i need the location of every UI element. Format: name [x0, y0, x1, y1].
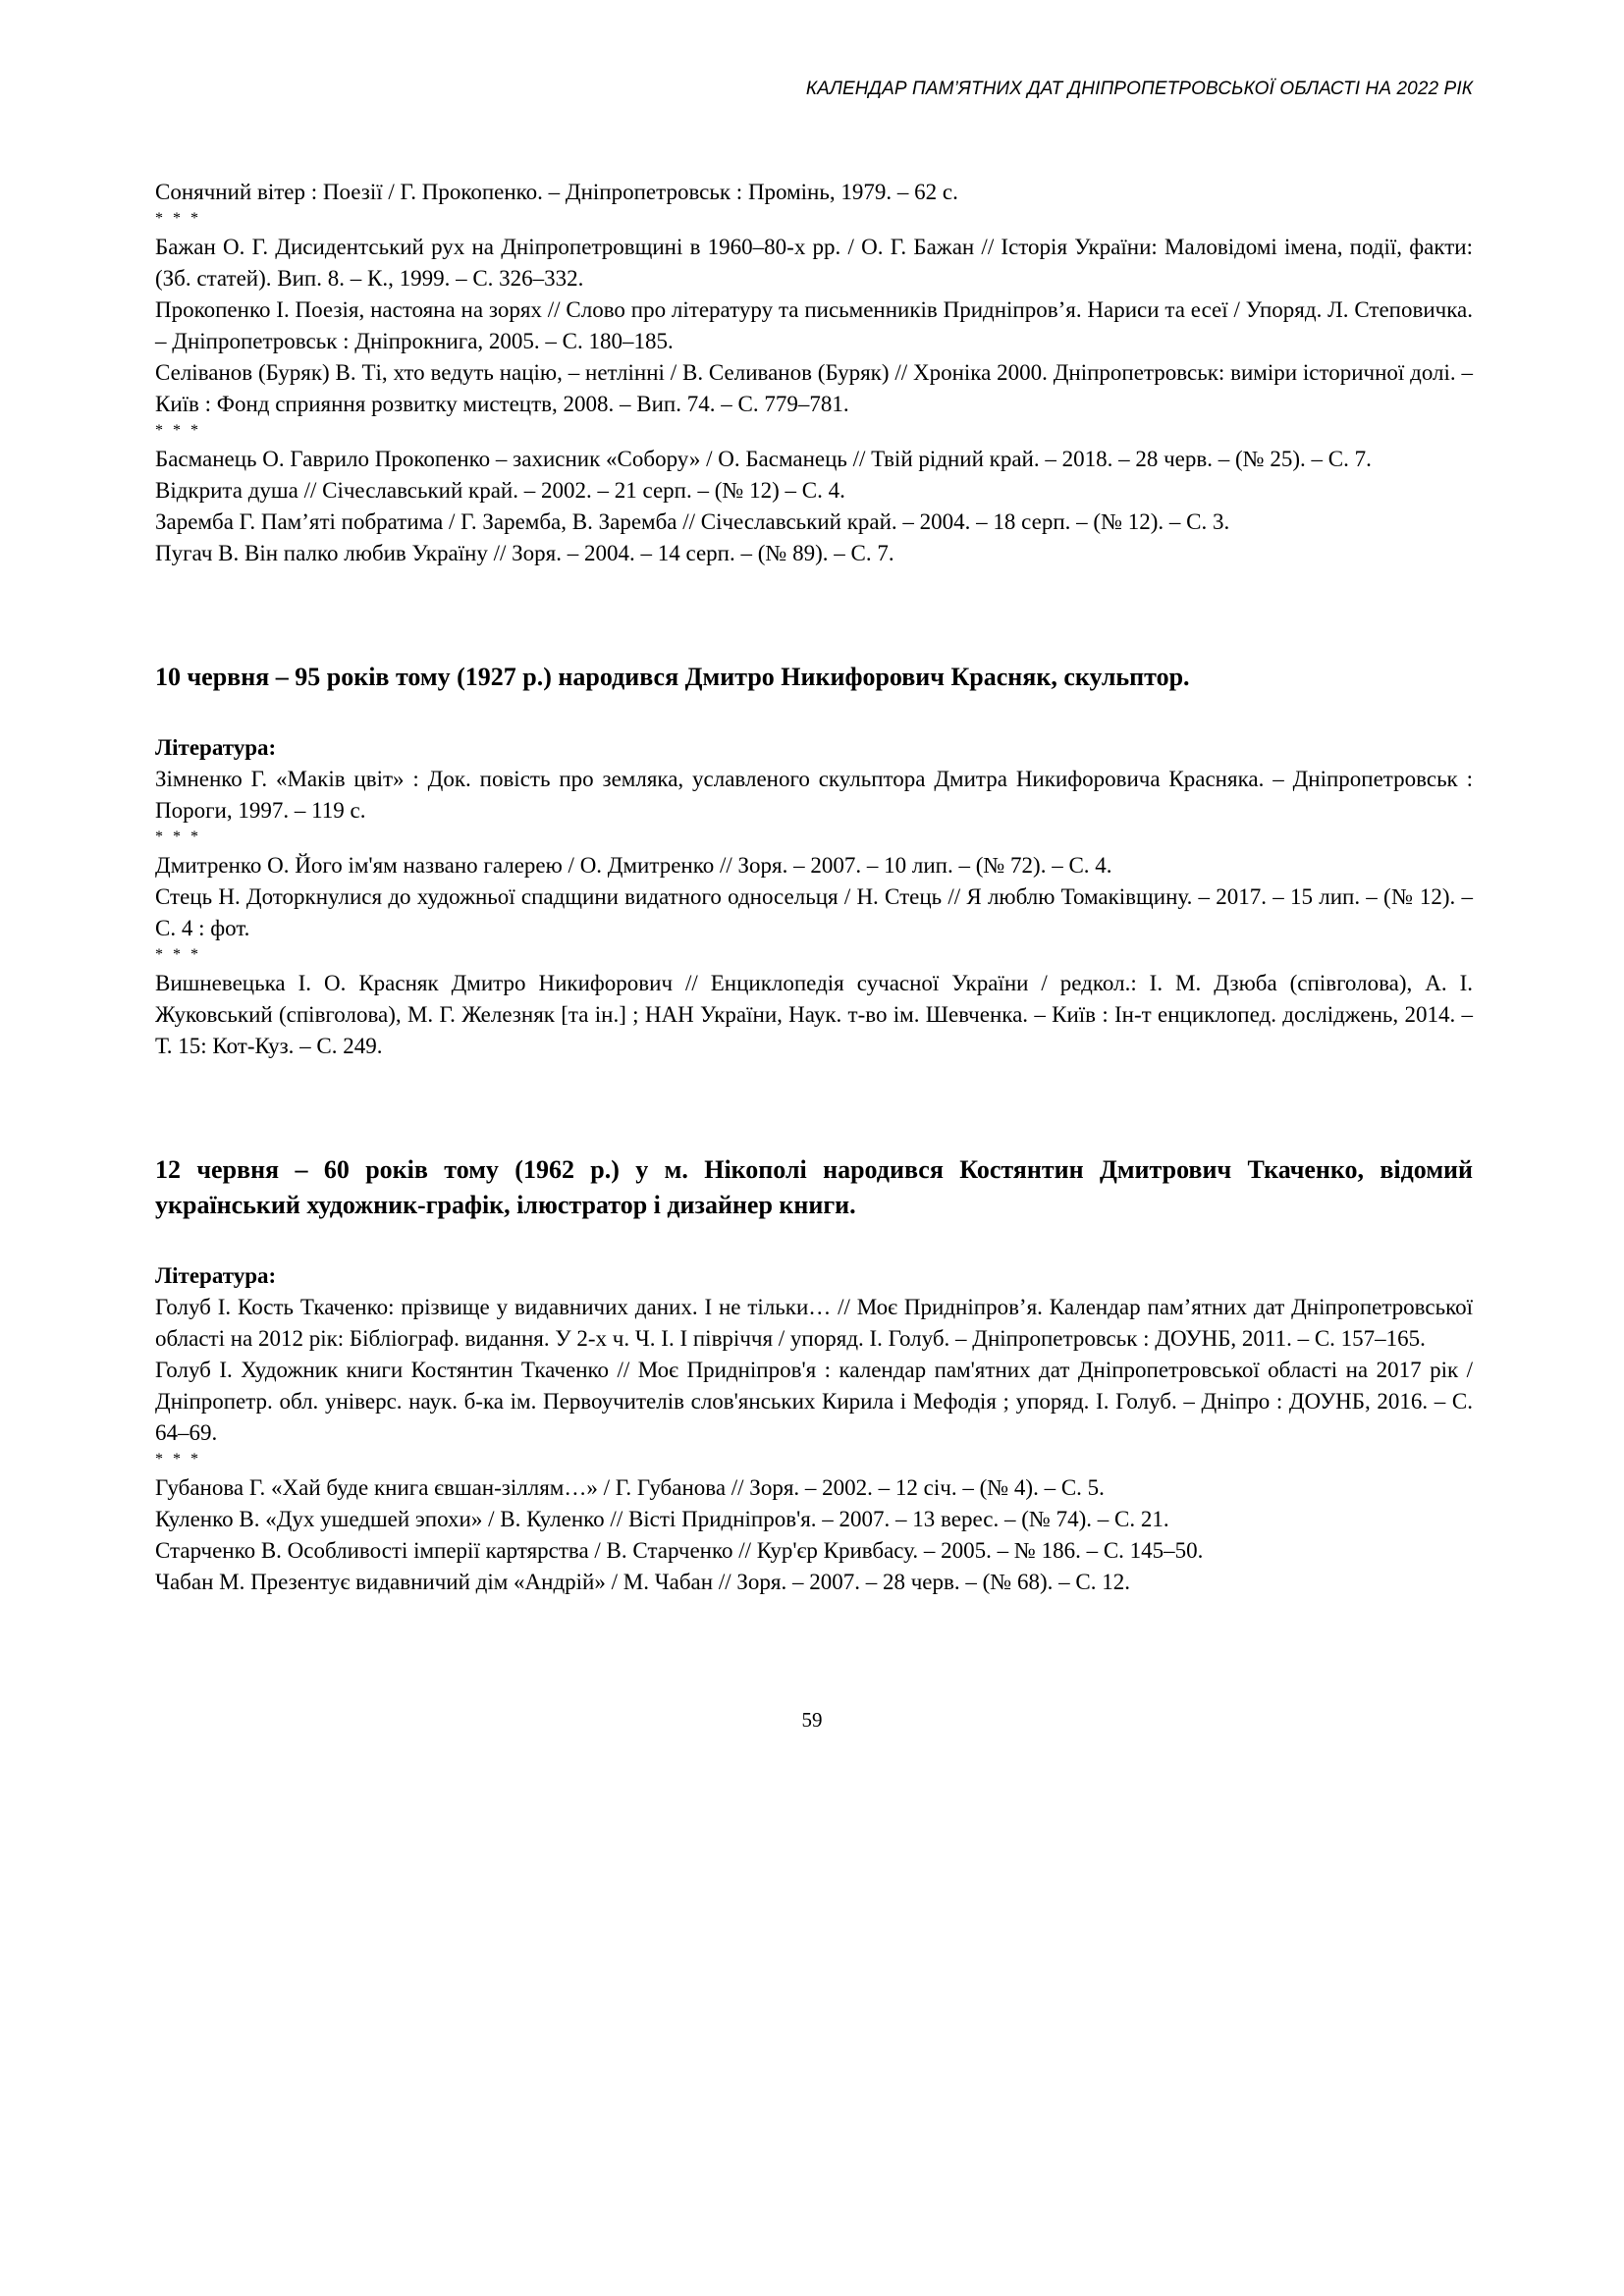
bibliography-entry: Сонячний вітер : Поезії / Г. Прокопенко. – Дніпропетровськ : Промінь, 1979. – 62 с. — [155, 180, 958, 204]
bibliography-entry: Зімненко Г. «Маків цвіт» : Док. повість про земляка, уславленого скульптора Дмитра Никифоровича Красняка. – Дніпропетровськ : Пороги, 1997. – 119 с. — [155, 767, 1473, 823]
literature-label: Література: — [155, 1263, 277, 1288]
bibliography-entry: Селіванов (Буряк) В. Ті, хто ведуть націю, – нетлінні / В. Селиванов (Буряк) // Хроніка 2000. Дніпропетровськ: виміри історичної долі. – Київ : Фонд сприяння розвитку мистецтв, 2008. – Вип. 74. – С. 779–781. — [155, 360, 1473, 416]
separator: * * * — [155, 828, 201, 845]
separator: * * * — [155, 422, 201, 439]
bibliography-entry: Бажан О. Г. Дисидентський рух на Дніпропетровщині в 1960–80-х рр. / О. Г. Бажан // Історія України: Маловідомі імена, події, факти: (Зб. статей). Вип. 8. – К., 1999. – С. 326–332. — [155, 235, 1473, 291]
bibliography-entry: Прокопенко І. Поезія, настояна на зорях // Слово про літературу та письменників Придніпров’я. Нариси та есеї / Упоряд. Л. Степовичка. – Дніпропетровськ : Дніпрокнига, 2005. – С. 180–185. — [155, 297, 1473, 353]
page-content — [155, 177, 1473, 1598]
bibliography-entry: Губанова Г. «Хай буде книга євшан-зіллям…» / Г. Губанова // Зоря. – 2002. – 12 січ. – (№ 4). – С. 5. — [155, 1475, 1105, 1500]
bibliography-entry: Стець Н. Доторкнулися до художньої спадщини видатного односельця / Н. Стець // Я люблю Томаківщину. – 2017. – 15 лип. – (№ 12). – С. 4 : фот. — [155, 884, 1473, 940]
section-heading: 10 червня – 95 років тому (1927 р.) народився Дмитро Никифорович Красняк, скульптор. — [155, 663, 1190, 691]
separator: * * * — [155, 210, 201, 227]
section-heading: 12 червня – 60 років тому (1962 р.) у м. Нікополі народився Костянтин Дмитрович Ткаченко, відомий український художник-графік, ілюстратор і дизайнер книги. — [155, 1155, 1473, 1219]
section-prokopenko — [155, 177, 1473, 569]
bibliography-entry: Заремба Г. Пам’яті побратима / Г. Заремба, В. Заремба // Січеславський край. – 2004. – 18 серп. – (№ 12). – С. 3. — [155, 509, 1230, 534]
separator: * * * — [155, 1451, 201, 1468]
bibliography-entry: Пугач В. Він палко любив Україну // Зоря. – 2004. – 14 серп. – (№ 89). – С. 7. — [155, 541, 894, 565]
bibliography-entry: Голуб І. Кость Ткаченко: прізвище у видавничих даних. І не тільки… // Моє Придніпров’я. Календар пам’ятних дат Дніпропетровської області на 2012 рік: Бібліограф. видання. У 2-х ч. Ч. І. І півріччя / упоряд. І. Голуб. – Дніпропетровськ : ДОУНБ, 2011. – С. 157–165. — [155, 1295, 1473, 1351]
bibliography-entry: Куленко В. «Дух ушедшей эпохи» / В. Куленко // Вісті Придніпров'я. – 2007. – 13 верес. – (№ 74). – С. 21. — [155, 1507, 1169, 1531]
bibliography-entry: Відкрита душа // Січеславський край. – 2002. – 21 серп. – (№ 12) – С. 4. — [155, 478, 845, 503]
bibliography-entry: Чабан М. Презентує видавничий дім «Андрій» / М. Чабан // Зоря. – 2007. – 28 черв. – (№ 68). – С. 12. — [155, 1570, 1130, 1594]
running-header: КАЛЕНДАР ПАМ’ЯТНИХ ДАТ ДНІПРОПЕТРОВСЬКОЇ ОБЛАСТІ НА 2022 РІК — [805, 79, 1473, 99]
bibliography-entry: Басманець О. Гаврило Прокопенко – захисник «Собору» / О. Басманець // Твій рідний край. – 2018. – 28 черв. – (№ 25). – С. 7. — [155, 447, 1372, 471]
bibliography-entry: Старченко В. Особливості імперії картярства / В. Старченко // Кур'єр Кривбасу. – 2005. – № 186. – С. 145–50. — [155, 1538, 1204, 1563]
page-number: 59 — [801, 1708, 823, 1732]
section-krasniak — [155, 660, 1473, 1062]
section-tkachenko — [155, 1152, 1473, 1598]
bibliography-entry: Голуб І. Художник книги Костянтин Ткаченко // Моє Придніпров'я : календар пам'ятних дат Дніпропетровської області на 2017 рік / Дніпропетр. обл. універс. наук. б-ка ім. Первоучителів слов'янських Кирила і Мефодія ; упоряд. І. Голуб. – Дніпро : ДОУНБ, 2016. – С. 64–69. — [155, 1358, 1473, 1445]
literature-label: Література: — [155, 735, 277, 760]
separator: * * * — [155, 946, 201, 963]
bibliography-entry: Дмитренко О. Його ім'ям названо галерею / О. Дмитренко // Зоря. – 2007. – 10 лип. – (№ 72). – С. 4. — [155, 853, 1112, 878]
bibliography-entry: Вишневецька І. О. Красняк Дмитро Никифорович // Енциклопедія сучасної України / редкол.: І. М. Дзюба (співголова), А. І. Жуковський (співголова), М. Г. Железняк [та ін.] ; НАН України, Наук. т-во ім. Шевченка. – Київ : Ін-т енциклопед. досліджень, 2014. – Т. 15: Кот-Куз. – С. 249. — [155, 971, 1473, 1058]
